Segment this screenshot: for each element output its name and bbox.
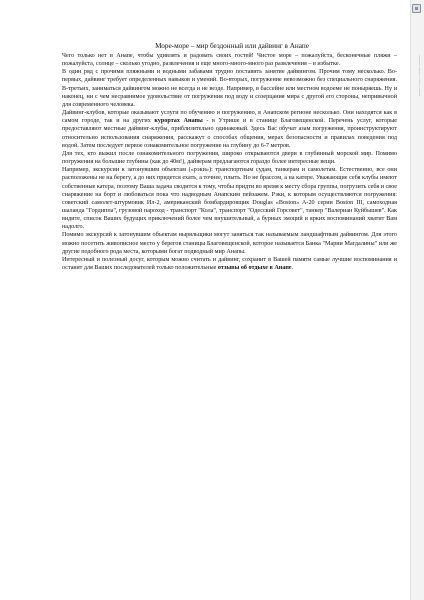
- body-paragraph: [62, 231, 397, 255]
- body-paragraph: [62, 109, 397, 150]
- paragraph-text: Дайвинг-клубов, которые оказывают услуги по обучению и погружению, в Анапском регионе несколько. Они находятся как в самом городе, так и на других: [62, 110, 397, 125]
- app-logo-icon[interactable]: [412, 4, 421, 13]
- paragraph-text: Например, экскурсии к затонувшим объектам («рэки»): транспортным судам, танкерам и самолетам. Естественно, все они расположены не на берегу, а до них придется ехать, а точнее, плыть. Но не брассом, а на катере. Уважающие себя клубы имеют собственные катера, поэтому Ваша задача сводится к тому, чтобы придти во время к месту сбора группы, погрузить себя и свое снаряжение на борт и любоваться пока что надводным Анапским пейзажем. Рэки, к которым осуществляются погружения: советский самолет-штурмовик Ил-2, американский бомбардировщик Douglas «Boston» A-20 серии Boston III, самоходная шаланда "Гордиппа", грузовой пароход - транспорт "Кола", транспорт "Одесский Горсовет", танкер "Валериан Куйбышев". Как видите, список Ваших будущих приключений более чем внушительный, а бурных эмоций и ярких воспоминаний хватит Вам надолго.: [62, 167, 397, 231]
- bold-link-text[interactable]: курортах Анапы: [154, 118, 203, 125]
- paragraph-text: Для тех, кто выжил после ознакомительного погружения, широко открываются двери в глубинный морской мир. Помимо погружения на большие глубины (как до 40м!), дайверам предлагаются гораздо более интересные вещи.: [62, 150, 397, 166]
- document-body: [62, 52, 397, 272]
- body-paragraph: [62, 52, 397, 68]
- body-paragraph: [62, 68, 397, 109]
- paragraph-text: Помимо экскурсий к затонувшим объектам ныряльщики могут заняться так называемым ландшафтным дайвингом. Для этого можно посетить живописное место у берегов станицы Благовещенской, которое называется Банка "Марии Магдалины" или же другие подобного рода места, которыми богат подводный мир Анапы.: [62, 232, 397, 255]
- side-toolbar: [410, 0, 424, 600]
- body-paragraph: [62, 256, 397, 272]
- body-paragraph: [62, 150, 397, 166]
- paragraph-text: - в Утрише и в станице Благовещенской. Перечень услуг, которые предоставляют местные дайвинг-клубы, приблизительно одинаковый. Здесь Вас обучат азам погружения, проинструктируют относительно использования снаряжения, расскажут о способах общения, мерах безопасности и правилах поведения под водой. Затем последует первое ознакомительное погружение на глубину до 6-7 метров.: [62, 118, 398, 149]
- body-paragraph: [62, 166, 397, 231]
- paragraph-text: Интересный и полезный досуг, которым можно считать и дайвинг, сохранит в Вашей памяти самые лучшие воспоминания и оставит для Ваших последователей только положительные: [62, 256, 397, 272]
- document-title: Море-море – мир бездонный или дайвинг в Анапе: [155, 42, 309, 50]
- bold-link-text[interactable]: отзывы об отдыхе в Анапе: [217, 265, 292, 272]
- paragraph-text: В один ряд с прочими пляжными и водными забавами трудно поставить занятие дайвингом. Прочим тому несколько. Во-первых, дайвинг требует определенных навыков и умений. Во-вторых, погружение невозможно без специального снаряжения. В-третьих, заниматься дайвингом можно не всегда и не везде. Например, в бассейне или местном водоеме не поныряешь. Ну и наконец, ни с чем несравнимое удовольствие от погружения под воду и созерцания мира с другой его стороны, непривычной для современного человека.: [62, 69, 397, 108]
- paragraph-text: Чего только нет в Анапе, чтобы удивлять и радовать своих гостей! Чистое море – пожалуйста, бесконечные пляжи – пожалуйста, солнце – сколько угодно, развлечения и еще много-много-много раз развлечения – в избытке.: [62, 53, 397, 68]
- paragraph-text: .: [291, 265, 294, 272]
- watermark-text: Документ создан с помощью программы: [419, 54, 421, 96]
